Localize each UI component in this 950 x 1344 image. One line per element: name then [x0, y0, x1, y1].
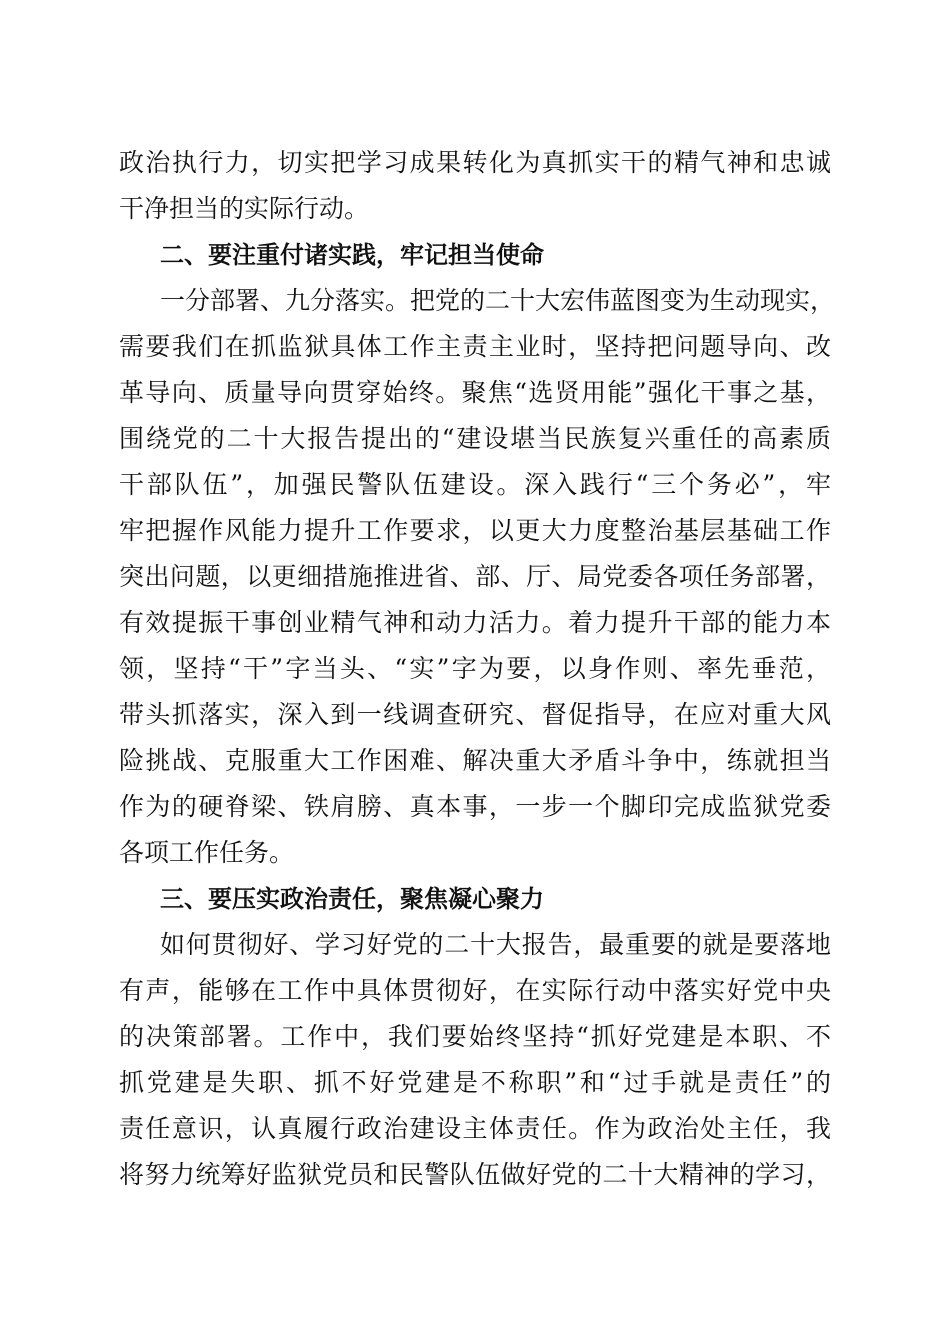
paragraph-line: 干部队伍”，加强民警队伍建设。深入践行“三个务必”，牢 [119, 470, 831, 499]
paragraph-line: 有声，能够在工作中具体贯彻好，在实际行动中落实好党中央 [119, 976, 831, 1005]
paragraph-line: 一分部署、九分落实。把党的二十大宏伟蓝图变为生动现实， [160, 286, 836, 315]
paragraph-line: 干净担当的实际行动。 [119, 194, 370, 223]
paragraph-line: 责任意识，认真履行政治建设主体责任。作为政治处主任，我 [119, 1114, 831, 1143]
section-heading-3: 三、要压实政治责任，聚焦凝心聚力 [160, 885, 544, 913]
paragraph-line: 突出问题，以更细措施推进省、部、厅、局党委各项任务部署， [119, 562, 831, 591]
paragraph-line: 革导向、质量导向贯穿始终。聚焦“选贤用能”强化干事之基， [119, 378, 831, 407]
paragraph-line: 有效提振干事创业精气神和动力活力。着力提升干部的能力本 [119, 608, 831, 637]
paragraph-line: 政治执行力，切实把学习成果转化为真抓实干的精气神和忠诚 [119, 148, 831, 177]
paragraph-line: 牢把握作风能力提升工作要求，以更大力度整治基层基础工作 [119, 516, 831, 545]
paragraph-line: 险挑战、克服重大工作困难、解决重大矛盾斗争中，练就担当 [119, 746, 831, 775]
document-body [119, 140, 836, 1198]
paragraph-line: 领，坚持“干”字当头、“实”字为要，以身作则、率先垂范， [119, 654, 831, 683]
paragraph-line: 作为的硬脊梁、铁肩膀、真本事，一步一个脚印完成监狱党委 [119, 792, 831, 821]
paragraph-line: 围绕党的二十大报告提出的“建设堪当民族复兴重任的高素质 [119, 424, 831, 453]
paragraph-line: 抓党建是失职、抓不好党建是不称职”和“过手就是责任”的 [119, 1068, 831, 1097]
paragraph-line: 的决策部署。工作中，我们要始终坚持“抓好党建是本职、不 [119, 1022, 831, 1051]
section-heading-2: 二、要注重付诸实践，牢记担当使命 [160, 241, 544, 269]
paragraph-line: 带头抓落实，深入到一线调查研究、督促指导，在应对重大风 [119, 700, 831, 729]
paragraph-line: 各项工作任务。 [119, 838, 295, 867]
paragraph-line: 将努力统筹好监狱党员和民警队伍做好党的二十大精神的学习， [119, 1160, 831, 1189]
paragraph-line: 如何贯彻好、学习好党的二十大报告，最重要的就是要落地 [160, 930, 831, 959]
paragraph-line: 需要我们在抓监狱具体工作主责主业时，坚持把问题导向、改 [119, 332, 831, 361]
